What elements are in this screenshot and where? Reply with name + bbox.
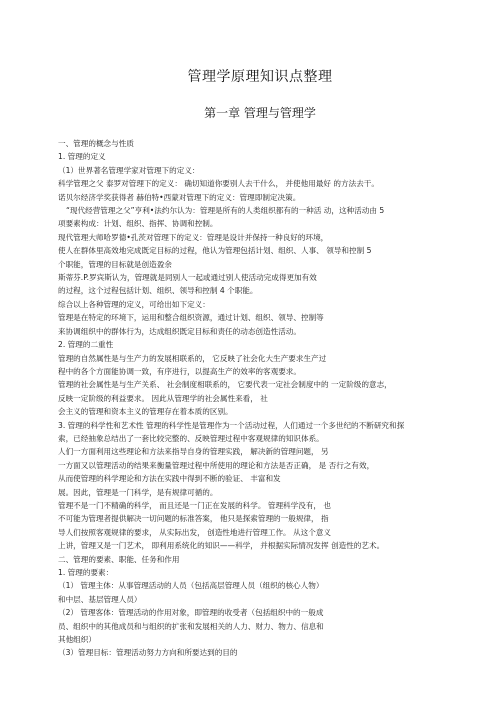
text-line: 科学管理之父 泰罗对管理下的定义： 确切知道你要别人去干什么， 并使他用最好 的方法去干。 [58,179,379,189]
text-line: 其他组织） [58,635,96,645]
text-line: 不可能为管理者提供解决一切问题的标准答案， 他只是探索管理的一般规律， 指 [58,514,329,524]
text-line: 管理是在特定的环境下，运用和整合组织资源，通过计划、组织、领导、控制等 [58,313,324,323]
text-line: 现代管理大师哈罗德•孔茨对管理下的定义：管理是设计并保持一种良好的环境， [58,232,329,242]
text-line: 和中层、基层管理人员） [58,594,142,604]
text-line: 一方面又以管理活动的结果来衡量管理过程中所使用的理论和方法是否正确， 是 否行之有效， [58,460,375,470]
section-heading: 一、管理的概念与性质 [58,139,134,148]
text-line: 诺贝尔经济学奖获得者 赫伯特•西蒙对管理下的定义：管理即制定决策。 [58,192,301,202]
text-line: 展。因此，管理是一门科学，是有规律可循的。 [58,487,218,497]
text-line: 管理的自然属性是与生产力的发展相联系的， 它反映了社会化大生产要求生产过 [58,353,327,363]
text-line: 人们一方面利用这些理论和方法来指导自身的管理实践， 解决新的管理问题， 另 [58,447,329,457]
subsection-heading: 3. 管理的科学性和艺术性 管理的科学性是管理作为一个活动过程，人们通过一个多世纪的不断研究和探 [58,420,405,430]
text-line: 会主义的管理和资本主义的管理存在着本质的区别。 [58,407,233,417]
chapter-title: 第一章 管理与管理学 [204,106,316,120]
document-title: 管理学原理知识点整理 [187,69,333,85]
text-line: 导人们按照客观规律的要求， 从实际出发， 创造性地进行管理工作。 从这个意义 [58,527,332,537]
text-line: 项要素构成：计划、组织、指挥、协调和控制。 [58,219,218,229]
text-line: 程中的各个方面能协调一致，有序进行，以提高生产的效率的客观要求。 [58,366,301,376]
text-line: 来协调组织中的群体行为，达成组织既定目标和责任的动态创造性活动。 [58,326,301,336]
subsection-heading: 1. 管理的要素： [58,568,114,577]
text-line: 上讲，管理又是一门艺术， 即利用系统化的知识——科学， 并根据实际情况发挥 创造性的艺术。 [58,541,385,551]
subsection-heading: 1. 管理的定义 [58,152,106,162]
text-line: （1） 管理主体：从事管理活动的人员（包括高层管理人员（组织的核心人物） [58,581,324,591]
text-line: （2） 管理客体：管理活动的作用对象，即管理的收受者（包括组织中的一般成 [58,608,324,618]
subsection-heading: 2. 管理的二重性 [58,340,114,350]
section-heading: 二、管理的要素、职能、任务和作用 [58,554,180,564]
document-body [58,137,462,660]
text-line: 员、组织中的其他成员和与组织的扩张和发展相关的人力、财力、物力、信息和 [58,621,324,631]
text-line: 使人在群体里高效地完成既定目标的过程，他认为管理包括计划、组织、人事、 领导和控制 5 [58,246,372,256]
text-line: 个职能，管理的目标就是创造盈余 [58,259,172,269]
text-line: 反映一定阶级的利益要求。 因此从管理学的社会属性来看， 社 [58,393,268,403]
text-line: 管理的社会属性是与生产关系、 社会制度相联系的， 它要代表一定社会制度中的 一定阶级的意志， [58,380,392,390]
text-line: 索，已经抽象总结出了一套比较完整的、反映管理过程中客观规律的知识体系。 [58,433,324,443]
text-line: 斯蒂芬.P.罗宾斯认为，管理就是同别人一起或通过别人使活动完成得更加有效 [58,273,317,283]
text-line: 从而使管理的科学理论和方法在实践中得到不断的验证、 丰富和发 [58,474,281,484]
text-line: 的过程，这个过程包括计划、组织、领导和控制 4 个职能。 [58,286,258,296]
text-line: 管理不是一门不精确的科学， 而且还是一门正在发展的科学。 管理科学没有， 也 [58,500,332,510]
text-line: 综合以上各种管理的定义，可给出如下定义： [58,299,210,309]
text-line: “现代经营管理之父”亨利•法约尔认为：管理是所有的人类组织都有的一种活 动，这种活动由 5 [66,206,385,216]
text-line: （1）世界著名管理学家对管理下的定义： [58,165,200,175]
text-line: （3）管理目标：管理活动努力方向和所要达到的目的 [58,648,238,658]
